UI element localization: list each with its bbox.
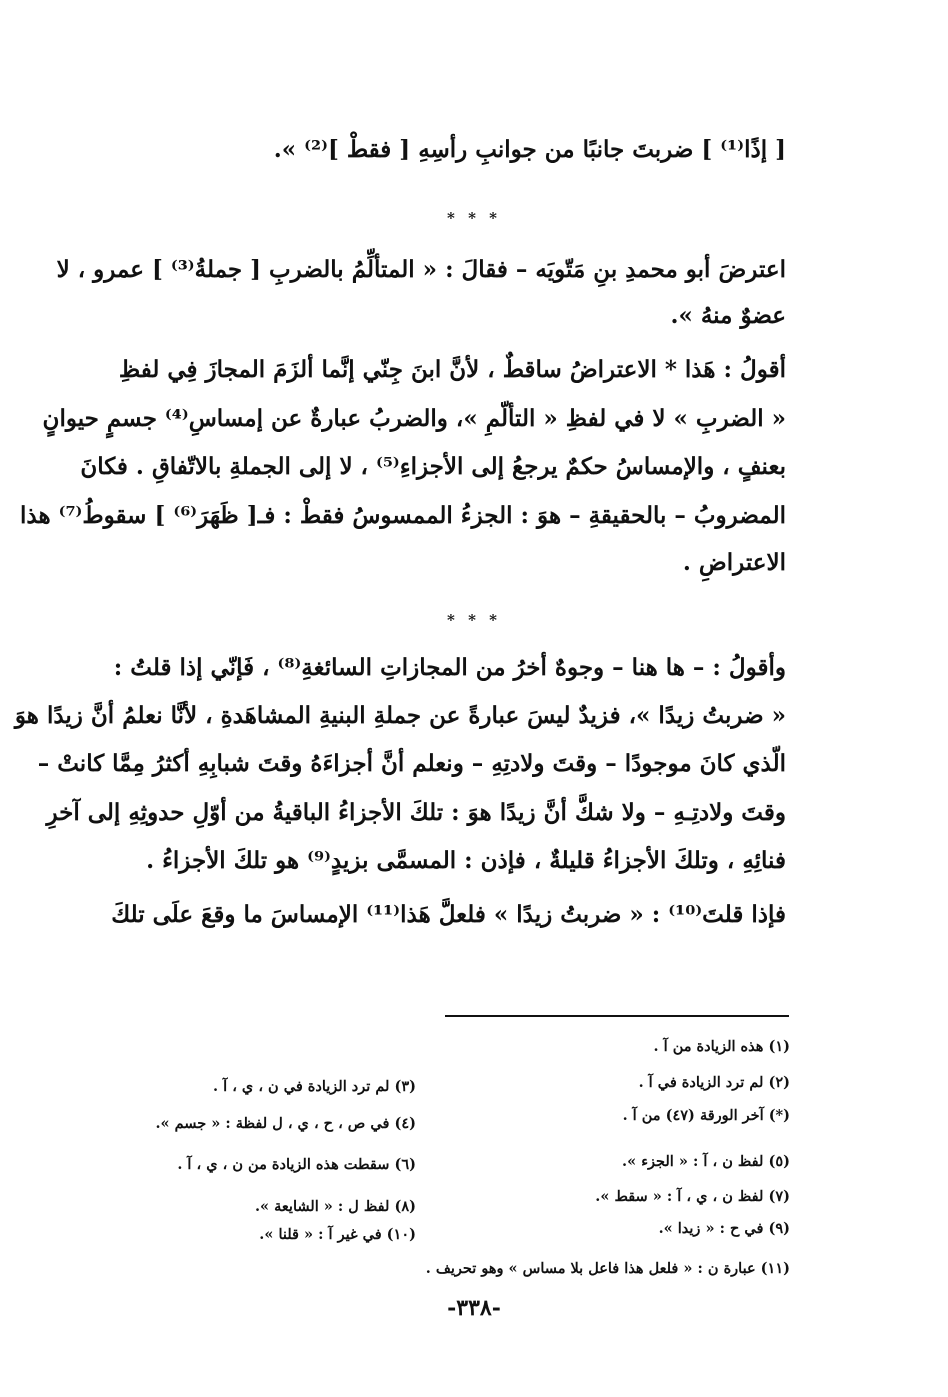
text-line-5: « الضربِ » لا في لفظِ « التألّمِ »، والضربُ عبارةٌ عن إمساسِ⁽⁴⁾ جسمٍ حيوانٍ <box>42 405 786 432</box>
footnote-1: (١) هذه الزيادة من آ . <box>653 1038 790 1055</box>
footnote-11: (١١) عبارة ن : « فلعل هذا فاعل بلا مساس » وهو تحريف . <box>425 1260 790 1277</box>
footnote-6: (٦) سقطت هذه الزيادة من ن ، ي ، آ . <box>177 1156 416 1173</box>
footnote-9: (٩) في ح : « زيدا ». <box>658 1220 790 1237</box>
footnote-5: (٥) لفظ ن ، آ : « الجزء ». <box>622 1153 790 1170</box>
text-line-12: وقتَ ولادتِـهِ – ولا شكَّ أنَّ زيدًا هوَ : تلكَ الأجزاءُ الباقيةُ من أوّلِ حدوثِهِ إلى آخرِ <box>46 799 786 826</box>
footnote-8: (٨) لفظ ل : « الشايعة ». <box>254 1198 416 1215</box>
text-line-3: عضوٌ منهُ ». <box>670 302 786 329</box>
footnote-divider <box>445 1015 789 1017</box>
text-line-8: الاعتراضِ . <box>682 549 786 576</box>
section-separator-1: * * * <box>447 209 501 227</box>
section-separator-2: * * * <box>447 611 501 629</box>
text-line-2: اعترضَ أبو محمدِ بنِ مَتّويَه – فقالَ : « المتألِّمُ بالضربِ [ جملةُ⁽³⁾ ] عمرو ، لا <box>56 256 786 283</box>
footnote-10: (١٠) في غير آ : « قلنا ». <box>259 1226 416 1243</box>
text-line-10: « ضربتُ زيدًا »، فزيدٌ ليسَ عبارةً عن جملةِ البنيةِ المشاهَدةِ ، لأنَّا نعلمُ أنَّ زيدًا هوَ <box>14 702 786 729</box>
footnote-3: (٣) لم ترد الزيادة في ن ، ي ، آ . <box>213 1078 416 1095</box>
footnote-star: (*) آخر الورقة (٤٧) من آ . <box>622 1107 790 1124</box>
text-line-6: بعنفٍ ، والإمساسُ حكمٌ يرجعُ إلى الأجزاءِ⁽⁵⁾ ، لا إلى الجملةِ بالاتّفاقِ . فكانَ <box>80 453 786 480</box>
page-number: -٣٣٨- <box>447 1295 501 1321</box>
footnote-2: (٢) لم ترد الزيادة في آ . <box>638 1074 790 1091</box>
footnote-4: (٤) في ص ، ح ، ي ، ل لفظة : « جسم ». <box>155 1115 416 1132</box>
text-line-9: وأقولُ : – ها هنا – وجوهٌ أخرُ من المجازاتِ السائغةِ⁽⁸⁾ ، فَإنّي إذا قلتُ : <box>113 654 786 681</box>
text-line-11: الّذي كانَ موجودًا – وقتَ ولادتِهِ – ونعلم أنَّ أجزاءَهُ وقتَ شبابِهِ أكثرُ مِمَّا كانتْ – <box>37 750 786 777</box>
text-line-4: أقولُ : هَذا * الاعتراضُ ساقطٌ ، لأنَّ ابنَ جِنّي إنَّما ألزَمَ المجازَ فِي لفظِ <box>118 356 786 383</box>
text-line-14: فإذا قلتَ⁽¹⁰⁾ : « ضربتُ زيدًا » فلعلَّ هَذا⁽¹¹⁾ الإمساسَ ما وقعَ علَى تلكَ <box>111 901 786 928</box>
footnote-7: (٧) لفظ ن ، ي ، آ : « سقط ». <box>595 1188 790 1205</box>
text-line-1: [ إذًا⁽¹⁾ ] ضربتَ جانبًا من جوانبِ رأسِهِ [ فقطْ ]⁽²⁾ ». <box>273 136 786 163</box>
text-line-13: فنائِهِ ، وتلكَ الأجزاءُ قليلةٌ ، فإذن : المسمَّى بزيدٍ⁽⁹⁾ هو تلكَ الأجزاءُ . <box>146 847 786 874</box>
text-line-7: المضروبُ – بالحقيقةِ – هوَ : الجزءُ الممسوسُ فقطْ : فـ[ ظَهَرَ⁽⁶⁾ ] سقوطُ⁽⁷⁾ هذا <box>20 502 786 529</box>
